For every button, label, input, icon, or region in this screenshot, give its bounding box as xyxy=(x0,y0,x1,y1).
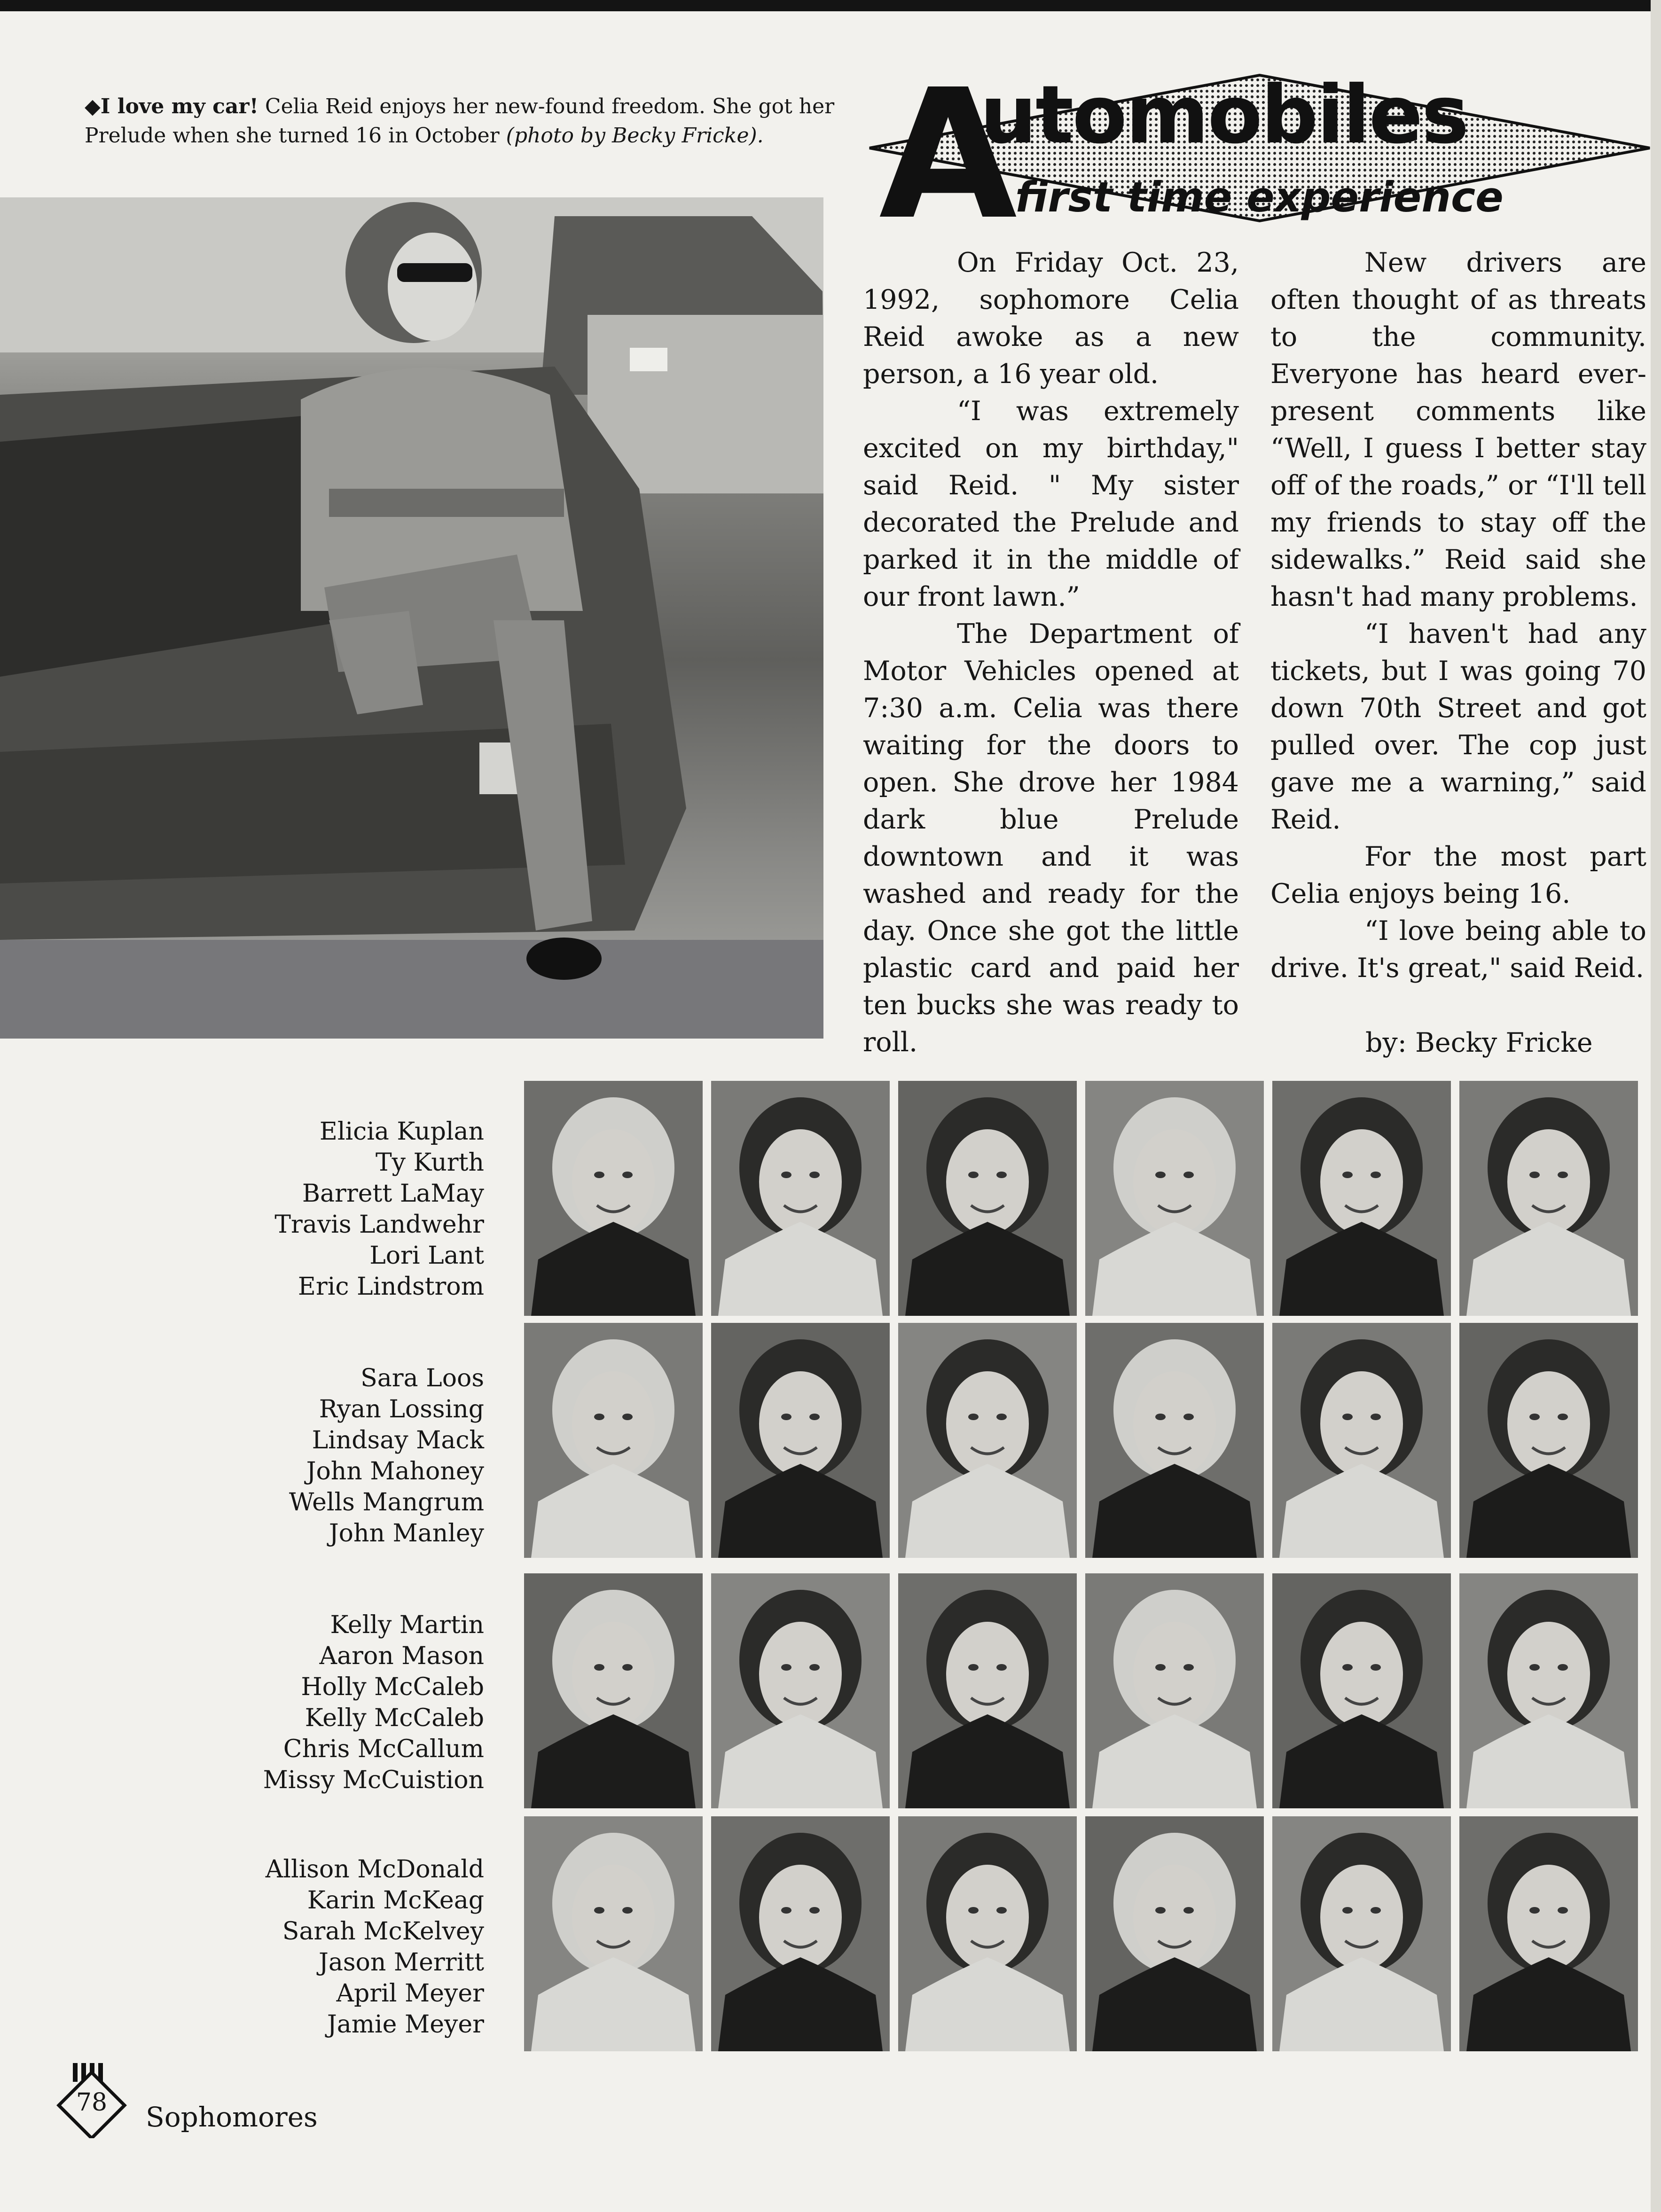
headline-title: utomobiles xyxy=(980,69,1468,162)
article-paragraph: The Department of Motor Vehicles opened at 7:30 a.m. Celia was there waiting for the doors to open. She drove her 1984 dark blue Prelude downtown and it was washed and ready for the day. Once she got the little plastic card and paid her ten bucks she was ready to roll. xyxy=(863,618,1239,1058)
student-portrait xyxy=(898,1573,1077,1808)
student-name: Sara Loos xyxy=(360,1364,484,1392)
student-name: Aaron Mason xyxy=(319,1642,484,1670)
article-byline: by: Becky Fricke xyxy=(1365,1027,1593,1058)
student-portrait xyxy=(1085,1081,1264,1316)
section-title: Sophomores xyxy=(146,2101,318,2133)
student-name: Kelly Martin xyxy=(330,1611,484,1639)
article-column-1 xyxy=(863,244,1239,1061)
article-headline xyxy=(860,51,1659,259)
student-name: Travis Landwehr xyxy=(274,1211,484,1239)
name-list-row-1 xyxy=(61,1116,484,1302)
student-name: Ty Kurth xyxy=(375,1149,484,1177)
student-portrait xyxy=(1085,1573,1264,1808)
article-paragraph: On Friday Oct. 23, 1992, sophomore Celia Reid awoke as a new person, a 16 year old. xyxy=(863,247,1239,390)
caption-text: Celia Reid enjoys her new-found freedom. She got her Prelude when she turned 16 in October xyxy=(85,94,835,148)
student-portrait xyxy=(711,1081,890,1316)
top-border xyxy=(0,0,1661,11)
student-portrait xyxy=(711,1573,890,1808)
photo-caption xyxy=(85,92,855,150)
student-portrait xyxy=(711,1816,890,2051)
student-name: Holly McCaleb xyxy=(301,1673,484,1701)
student-portrait xyxy=(898,1081,1077,1316)
student-name: John Manley xyxy=(329,1519,484,1548)
student-portrait xyxy=(1085,1323,1264,1558)
student-portrait xyxy=(1272,1816,1451,2051)
article-column-2 xyxy=(1270,244,1646,987)
student-portrait xyxy=(711,1323,890,1558)
student-portrait xyxy=(898,1816,1077,2051)
student-portrait xyxy=(1272,1573,1451,1808)
student-name: Barrett LaMay xyxy=(302,1180,484,1208)
student-name: Sarah McKelvey xyxy=(282,1917,484,1946)
student-name: Wells Mangrum xyxy=(289,1488,484,1516)
caption-lead: ◆I love my car! xyxy=(85,94,259,118)
student-name: Lindsay Mack xyxy=(312,1426,484,1454)
article-paragraph: For the most part Celia enjoys being 16. xyxy=(1270,841,1646,909)
student-name: Eric Lindstrom xyxy=(298,1273,484,1301)
student-portrait xyxy=(524,1323,703,1558)
feature-photo xyxy=(0,197,823,1039)
page-number: 78 xyxy=(76,2088,108,2117)
student-name: April Meyer xyxy=(336,1979,484,2008)
student-portrait xyxy=(898,1323,1077,1558)
student-name: Chris McCallum xyxy=(283,1735,484,1763)
headline-subtitle: first time experience xyxy=(1015,173,1504,221)
student-portrait xyxy=(524,1816,703,2051)
student-name: Missy McCuistion xyxy=(263,1766,484,1794)
page-number-badge xyxy=(54,2063,129,2138)
student-portrait xyxy=(1459,1081,1638,1316)
name-list-row-3 xyxy=(61,1610,484,1796)
page-edge xyxy=(1651,0,1661,2212)
article-paragraph: “I love being able to drive. It's great," said Reid. xyxy=(1270,915,1646,984)
student-name: Karin McKeag xyxy=(307,1886,484,1915)
student-name: Jason Merritt xyxy=(318,1948,484,1977)
headline-initial: A xyxy=(879,51,1018,259)
student-portrait xyxy=(1085,1816,1264,2051)
student-name: Ryan Lossing xyxy=(319,1395,484,1423)
student-portrait xyxy=(1459,1816,1638,2051)
name-list-row-4 xyxy=(61,1854,484,2040)
student-name: Jamie Meyer xyxy=(327,2010,484,2039)
caption-credit: (photo by Becky Fricke). xyxy=(506,124,764,148)
student-name: John Mahoney xyxy=(306,1457,484,1485)
article-paragraph: “I was extremely excited on my birthday," said Reid. " My sister decorated the Prelude and parked it in the middle of our front lawn.” xyxy=(863,396,1239,612)
article-paragraph: New drivers are often thought of as threats to the community. Everyone has heard ever-present comments like “Well, I guess I better stay off of the roads,” or “I'll tell my friends to stay off the sidewalks.” Reid said she hasn't had many problems. xyxy=(1270,247,1646,612)
student-portrait xyxy=(1272,1323,1451,1558)
article-paragraph: “I haven't had any tickets, but I was going 70 down 70th Street and got pulled over. The cop just gave me a warning,” said Reid. xyxy=(1270,618,1646,835)
name-list-row-2 xyxy=(61,1363,484,1549)
student-name: Allison McDonald xyxy=(265,1855,484,1884)
student-portrait xyxy=(524,1573,703,1808)
student-name: Elicia Kuplan xyxy=(319,1118,484,1146)
student-portrait xyxy=(1459,1323,1638,1558)
student-name: Kelly McCaleb xyxy=(305,1704,484,1732)
student-portrait xyxy=(1272,1081,1451,1316)
student-portrait xyxy=(1459,1573,1638,1808)
student-name: Lori Lant xyxy=(369,1242,484,1270)
student-portrait xyxy=(524,1081,703,1316)
